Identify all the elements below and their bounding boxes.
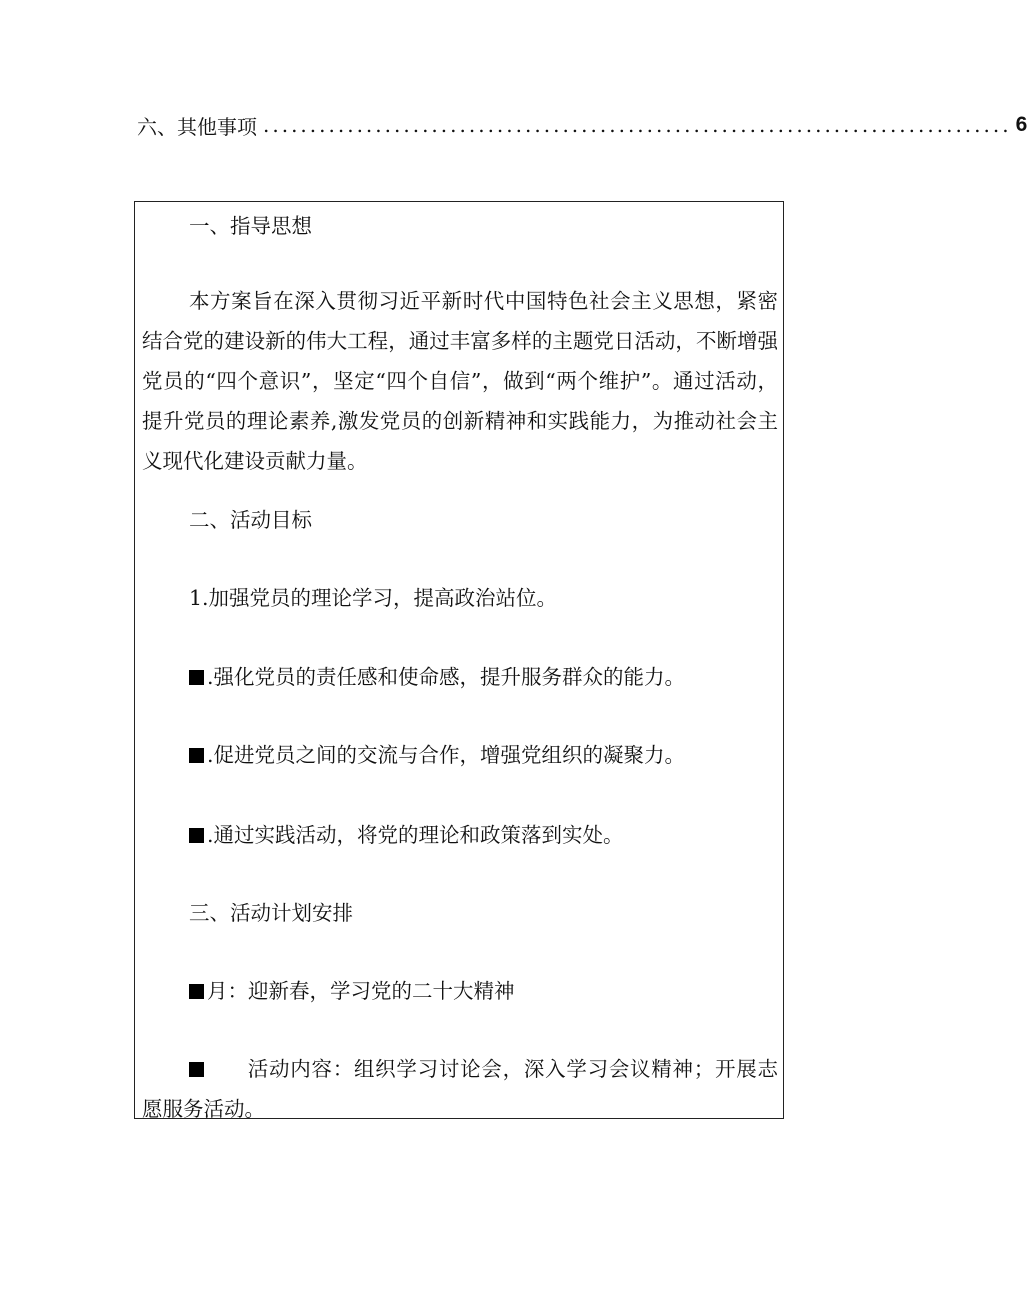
activity-content-1-text: 活动内容：组织学习讨论会，深入学习会议精神；开展志愿服务活动。 <box>142 1057 778 1121</box>
black-square-icon <box>189 984 204 999</box>
paragraph-guiding-ideology: 本方案旨在深入贯彻习近平新时代中国特色社会主义思想，紧密结合党的建设新的伟大工程，通过丰富多样的主题党日活动，不断增强党员的“四个意识”，坚定“四个自信”，做到“两个维护”。通过活动，提升党员的理论素养,激发党员的创新精神和实践能力，为推动社会主义现代化建设贡献力量。 <box>142 289 778 473</box>
goal-item-2-text: .强化党员的责任感和使命感，提升服务群众的能力。 <box>207 665 686 689</box>
goal-item-3-text: .促进党员之间的交流与合作，增强党组织的凝聚力。 <box>207 743 686 767</box>
content-box <box>134 201 784 1119</box>
toc-entry <box>137 108 1027 142</box>
goal-item-3 <box>142 735 778 775</box>
heading-activity-plan: 三、活动计划安排 <box>189 901 353 925</box>
goal-item-4 <box>142 815 778 855</box>
heading-guiding-ideology: 一、指导思想 <box>189 214 312 238</box>
month-item-1 <box>142 971 778 1011</box>
toc-page-number: 6 <box>1015 113 1027 136</box>
toc-leader-dots: ................................................................................ <box>263 113 1012 137</box>
black-square-icon <box>189 748 204 763</box>
black-square-icon <box>189 828 204 843</box>
activity-content-1 <box>142 1049 778 1129</box>
black-square-icon <box>189 670 204 685</box>
toc-label: 六、其他事项 <box>137 114 257 139</box>
goal-item-4-text: .通过实践活动，将党的理论和政策落到实处。 <box>207 823 624 847</box>
month-item-1-text: 月：迎新春，学习党的二十大精神 <box>207 979 515 1003</box>
goal-item-2 <box>142 657 778 697</box>
heading-activity-goals: 二、活动目标 <box>189 508 312 532</box>
goal-item-1: 1.加强党员的理论学习，提高政治站位。 <box>189 586 558 610</box>
black-square-icon <box>189 1062 204 1077</box>
